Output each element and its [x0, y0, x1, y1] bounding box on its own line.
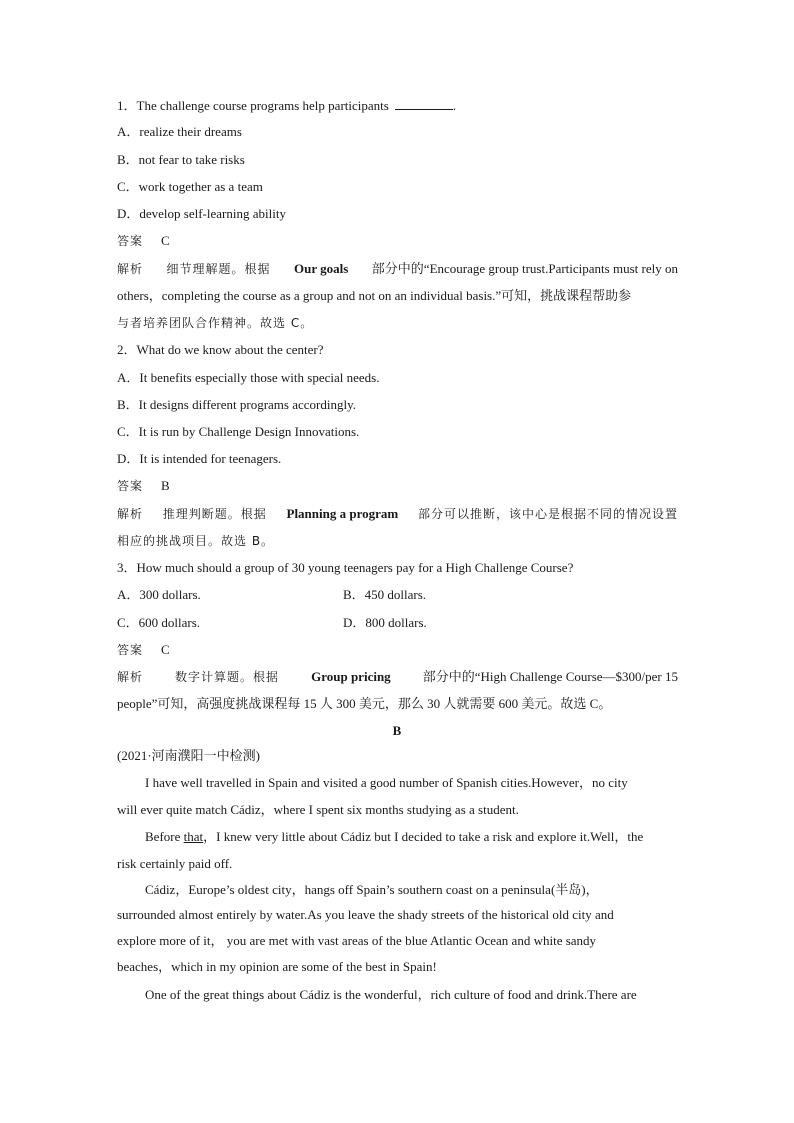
q2-option-c: C．It is run by Challenge Design Innovations. [117, 424, 360, 439]
q2-analysis-line-1: 解析 推理判断题。根据 Planning a program 部分可以推断，该中心是根据不同的情况设置 [117, 506, 678, 521]
q1-analysis-line-1: 解析 细节理解题。根据 Our goals 部分中的“Encourage group trust.Participants must rely on [117, 261, 678, 276]
q2-analysis-line-2: 相应的挑战项目。故选 B。 [117, 534, 275, 548]
q3-option-b: B．450 dollars. [343, 587, 427, 602]
q3-analysis-line-1: 解析 数字计算题。根据 Group pricing 部分中的“High Challenge Course—$300/per 15 [117, 669, 678, 684]
q2-answer: 答案 B [117, 478, 170, 493]
question-3-stem: 3．How much should a group of 30 young teenagers pay for a High Challenge Course? [117, 560, 574, 575]
q1-analysis-line-3: 与者培养团队合作精神。故选 C。 [117, 316, 314, 330]
section-title: B [392, 723, 402, 738]
passage-source: (2021·河南濮阳一中检测) [117, 748, 260, 763]
q1-option-c: C．work together as a team [117, 179, 263, 194]
answer-blank [395, 97, 453, 110]
passage-p3-line-3: explore more of it， you are met with vast areas of the blue Atlantic Ocean and white sandy [117, 933, 597, 948]
question-1-stem: 1．The challenge course programs help participants . [117, 98, 457, 113]
q1-option-a: A．realize their dreams [117, 124, 242, 139]
q3-option-c: C．600 dollars. [117, 615, 201, 630]
passage-p3-line-1: Cádiz，Europe’s oldest city，hangs off Spain’s southern coast on a peninsula(半岛)， [145, 882, 599, 897]
q2-option-b: B．It designs different programs accordingly. [117, 397, 356, 412]
q3-analysis-line-2: people”可知，高强度挑战课程每 15 人 300 美元，那么 30 人就需要 600 美元。故选 C。 [117, 696, 612, 711]
q1-answer: 答案 C [117, 233, 170, 248]
q2-option-d: D．It is intended for teenagers. [117, 451, 282, 466]
passage-p3-line-2: surrounded almost entirely by water.As you leave the shady streets of the historical old city and [117, 907, 614, 922]
passage-p4-line-1: One of the great things about Cádiz is the wonderful，rich culture of food and drink.There are [145, 987, 637, 1002]
question-2-stem: 2．What do we know about the center? [117, 342, 324, 357]
passage-p3-line-4: beaches，which in my opinion are some of the best in Spain! [117, 959, 437, 974]
q2-option-a: A．It benefits especially those with special needs. [117, 370, 380, 385]
passage-p2-line-1: Before that，I knew very little about Cádiz but I decided to take a risk and explore it.Well，the [145, 829, 644, 844]
q1-option-b: B．not fear to take risks [117, 152, 245, 167]
q1-analysis-line-2: others，completing the course as a group and not on an individual basis.”可知，挑战课程帮助参 [117, 288, 632, 303]
passage-p1-line-1: I have well travelled in Spain and visited a good number of Spanish cities.However，no city [145, 775, 628, 790]
q3-option-d: D．800 dollars. [343, 615, 427, 630]
underlined-word: that [183, 829, 204, 844]
q3-option-a: A．300 dollars. [117, 587, 201, 602]
q3-answer: 答案 C [117, 642, 170, 657]
passage-p1-line-2: will ever quite match Cádiz，where I spent six months studying as a student. [117, 802, 519, 817]
q1-option-d: D．develop self-learning ability [117, 206, 286, 221]
passage-p2-line-2: risk certainly paid off. [117, 856, 233, 871]
